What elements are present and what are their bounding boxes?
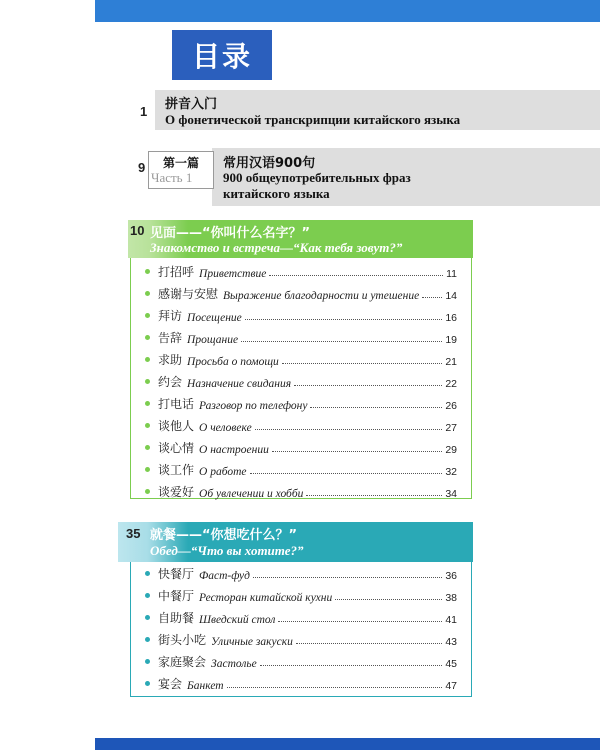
bullet-icon [145,467,150,472]
part-label-cn: 第一篇 [163,156,200,170]
section-35-cn-title[interactable]: 就餐——“你想吃什么？” [150,528,298,543]
bullet-icon [145,593,150,598]
list-item[interactable]: 自助餐 Шведский стол 41 [145,606,457,626]
top-bar [95,0,600,22]
entry-9-number: 9 [138,160,146,175]
entry-9-cn-title[interactable]: 常用汉语900句 [223,156,316,171]
section-10-cn-title[interactable]: 见面——“你叫什么名字？” [150,226,311,241]
section-10-ru-title[interactable]: Знакомство и встреча—“Как тебя зовут?” [150,240,403,255]
bullet-icon [145,357,150,362]
bullet-icon [145,571,150,576]
part-label-ru: Часть 1 [151,170,193,185]
list-item[interactable]: 约会 Назначение свидания 22 [145,370,457,390]
bullet-icon [145,401,150,406]
list-item[interactable]: 告辞 Прощание 19 [145,326,457,346]
bullet-icon [145,637,150,642]
list-item[interactable]: 谈爱好 Об увлечении и хобби 34 [145,480,457,500]
entry-9-ru-line2[interactable]: китайского языка [223,186,330,201]
bullet-icon [145,269,150,274]
list-item[interactable]: 中餐厅 Ресторан китайской кухни 38 [145,584,457,604]
section-35-number: 35 [126,526,141,541]
list-item[interactable]: 谈心情 О настроении 29 [145,436,457,456]
section-10-list [130,258,472,499]
list-item[interactable]: 谈工作 О работе 32 [145,458,457,478]
list-item[interactable]: 街头小吃 Уличные закуски 43 [145,628,457,648]
list-item[interactable]: 打招呼 Приветствие 11 [145,260,457,280]
list-item[interactable]: 感谢与安慰 Выражение благодарности и утешение 14 [145,282,457,302]
entry-1-cn-title[interactable]: 拼音入门 [165,97,218,112]
bottom-bar [95,738,600,750]
list-item[interactable]: 快餐厅 Фаст-фуд 36 [145,562,457,582]
list-item[interactable]: 谈他人 О человеке 27 [145,414,457,434]
entry-1-number: 1 [140,104,148,119]
entry-9-ru-line1[interactable]: 900 общеупотребительных фраз [223,170,411,185]
bullet-icon [145,335,150,340]
section-35-ru-title[interactable]: Обед—“Что вы хотите?” [150,543,304,558]
section-10-number: 10 [130,223,145,238]
bullet-icon [145,681,150,686]
bullet-icon [145,489,150,494]
list-item[interactable]: 拜访 Посещение 16 [145,304,457,324]
bullet-icon [145,615,150,620]
entry-1-ru-title[interactable]: О фонетической транскрипции китайского языка [165,112,461,127]
bullet-icon [145,379,150,384]
list-item[interactable]: 宴会 Банкет 47 [145,672,457,692]
list-item[interactable]: 求助 Просьба о помощи 21 [145,348,457,368]
bullet-icon [145,423,150,428]
list-item[interactable]: 家庭聚会 Застолье 45 [145,650,457,670]
section-35-list [130,562,472,697]
bullet-icon [145,659,150,664]
page-title: 目录 [172,30,272,80]
bullet-icon [145,313,150,318]
bullet-icon [145,291,150,296]
bullet-icon [145,445,150,450]
list-item[interactable]: 打电话 Разговор по телефону 26 [145,392,457,412]
